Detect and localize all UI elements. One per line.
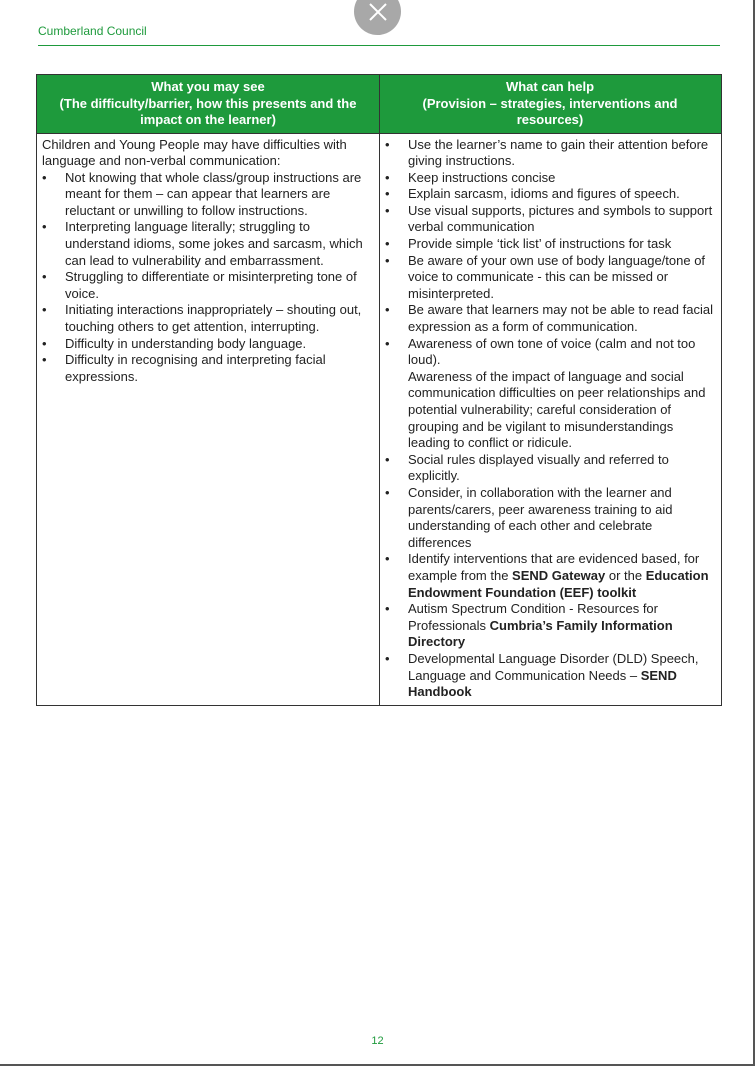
header-line: resources) (516, 112, 584, 127)
column-header-what-you-may-see (37, 75, 380, 133)
list-item: • Not knowing that whole class/group instructions are meant for them – can appear that learners are reluctant or unwilling to follow instructions. (42, 169, 362, 218)
council-name: Cumberland Council (38, 24, 147, 38)
column-header-what-can-help (380, 75, 720, 133)
send-handbook-link[interactable]: SEND Handbook (408, 667, 677, 700)
list-item: • Use visual supports, pictures and symbols to support verbal communication (385, 202, 713, 235)
header-line: impact on the learner) (140, 112, 276, 127)
table-body (37, 133, 721, 705)
list-item: • Keep instructions concise (385, 169, 556, 185)
list-item: • Awareness of own tone of voice (calm and not too loud). (385, 335, 696, 368)
list-item: • Social rules displayed visually and referred to explicitly. (385, 451, 669, 484)
list-item: • Consider, in collaboration with the learner and parents/carers, peer awareness training to aid understanding of each other and celebrate differences (385, 484, 673, 550)
list-item: • Use the learner’s name to gain their attention before giving instructions. (385, 136, 709, 169)
list-item: • Difficulty in recognising and interpreting facial expressions. (42, 352, 326, 384)
eef-toolkit-link[interactable]: Education Endowment Foundation (EEF) toolkit (408, 567, 709, 600)
close-icon (367, 1, 389, 23)
send-gateway-link[interactable]: SEND Gateway (512, 567, 606, 583)
list-item: • Initiating interactions inappropriately – shouting out, touching others to get attention, interrupting. (42, 302, 362, 335)
header-line: What can help (505, 79, 595, 94)
list-item: • Developmental Language Disorder (DLD) Speech, Language and Communication Needs – SEND Handbook (385, 650, 699, 700)
list-item: • Autism Spectrum Condition - Resources for Professionals Cumbria’s Family Information Directory (385, 601, 673, 650)
list-item: • Be aware of your own use of body language/tone of voice to communicate - this can be missed or misinterpreted. (385, 252, 706, 301)
header-divider (38, 45, 720, 46)
guidance-table (36, 74, 722, 706)
page-number: 12 (371, 1035, 384, 1047)
list-item: • Identify interventions that are evidenced based, for example from the SEND Gateway or the Education Endowment Foundation (EEF) toolkit (385, 551, 709, 600)
strategies-list (385, 137, 714, 369)
header-line: (The difficulty/barrier, how this presents and the (59, 95, 357, 111)
list-item: • Struggling to differentiate or misinterpreting tone of voice. (42, 269, 357, 301)
difficulties-list (42, 170, 373, 386)
list-item: • Difficulty in understanding body language. (42, 335, 307, 351)
list-item: • Explain sarcasm, idioms and figures of speech. (385, 186, 680, 202)
list-continuation: Awareness of the impact of language and social communication difficulties on peer relationships and potential vulnerability; careful consideration of grouping and be vigilant to misunderstandings leading to conflict or ridicule. (408, 368, 706, 451)
strategies-list-continued (385, 452, 714, 701)
family-information-directory-link[interactable]: Cumbria’s Family Information Directory (408, 617, 673, 650)
strategies-cell (380, 134, 720, 705)
table-header (37, 75, 721, 133)
list-item: • Be aware that learners may not be able to read facial expression as a form of communication. (385, 302, 713, 335)
list-item: • Interpreting language literally; struggling to understand idioms, some jokes and sarcasm, which can lead to vulnerability and embarrassment. (42, 219, 363, 268)
header-line: What you may see (151, 79, 265, 94)
header-line: (Provision – strategies, interventions and (422, 95, 678, 111)
difficulties-cell (37, 134, 380, 705)
list-item: • Provide simple ‘tick list’ of instructions for task (385, 236, 672, 252)
difficulties-intro: Children and Young People may have difficulties with language and non-verbal communication: (42, 136, 347, 169)
